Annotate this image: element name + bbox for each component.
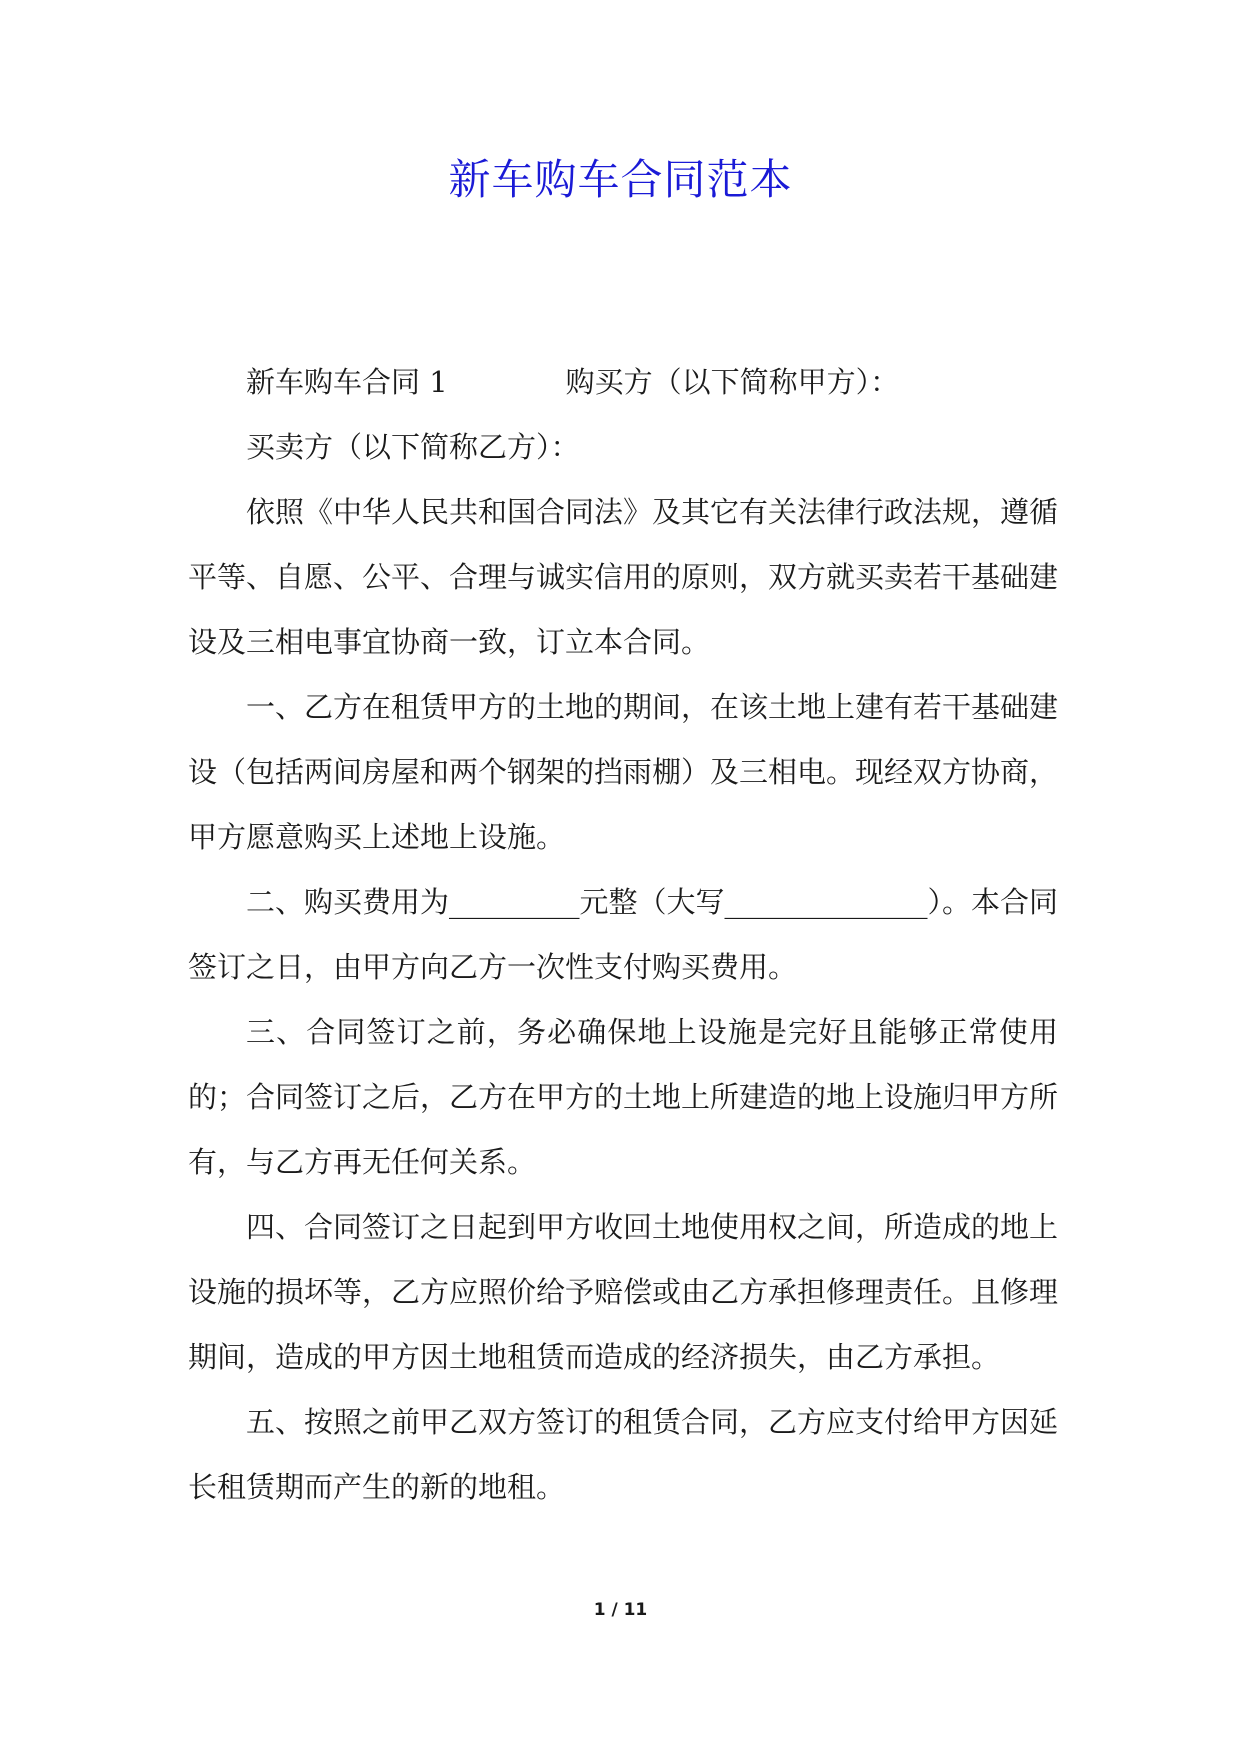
spacer xyxy=(448,350,508,415)
paragraph-6: 三、合同签订之前，务必确保地上设施是完好且能够正常使用的；合同签订之后，乙方在甲方的土地上所建造的地上设施归甲方所有，与乙方再无任何关系。 xyxy=(188,1015,1059,1179)
paragraph-2: 买卖方（以下简称乙方）： xyxy=(246,430,580,464)
buyer-label: 购买方（以下简称甲方）： xyxy=(565,365,900,399)
document-body xyxy=(188,350,1058,1520)
page-number: 1 / 11 xyxy=(593,1600,648,1620)
paragraph-4: 一、乙方在租赁甲方的土地的期间，在该土地上建有若干基础建设（包括两间房屋和两个钢架的挡雨棚）及三相电。现经双方协商，甲方愿意购买上述地上设施。 xyxy=(188,690,1059,854)
paragraph-8: 五、按照之前甲乙双方签订的租赁合同，乙方应支付给甲方因延长租赁期而产生的新的地租。 xyxy=(188,1405,1059,1504)
paragraph-1 xyxy=(188,350,1058,415)
paragraph-7: 四、合同签订之日起到甲方收回土地使用权之间，所造成的地上设施的损坏等，乙方应照价给予赔偿或由乙方承担修理责任。且修理期间，造成的甲方因土地租赁而造成的经济损失，由乙方承担。 xyxy=(188,1210,1059,1374)
paragraph-3: 依照《中华人民共和国合同法》及其它有关法律行政法规，遵循平等、自愿、公平、合理与诚实信用的原则，双方就买卖若干基础建设及三相电事宜协商一致，订立本合同。 xyxy=(188,495,1059,659)
contract-number: 新车购车合同 1 xyxy=(246,365,448,399)
paragraph-5: 二、购买费用为_________元整（大写______________）。本合同签订之日，由甲方向乙方一次性支付购买费用。 xyxy=(188,885,1059,984)
document-title: 新车购车合同范本 xyxy=(448,155,793,204)
